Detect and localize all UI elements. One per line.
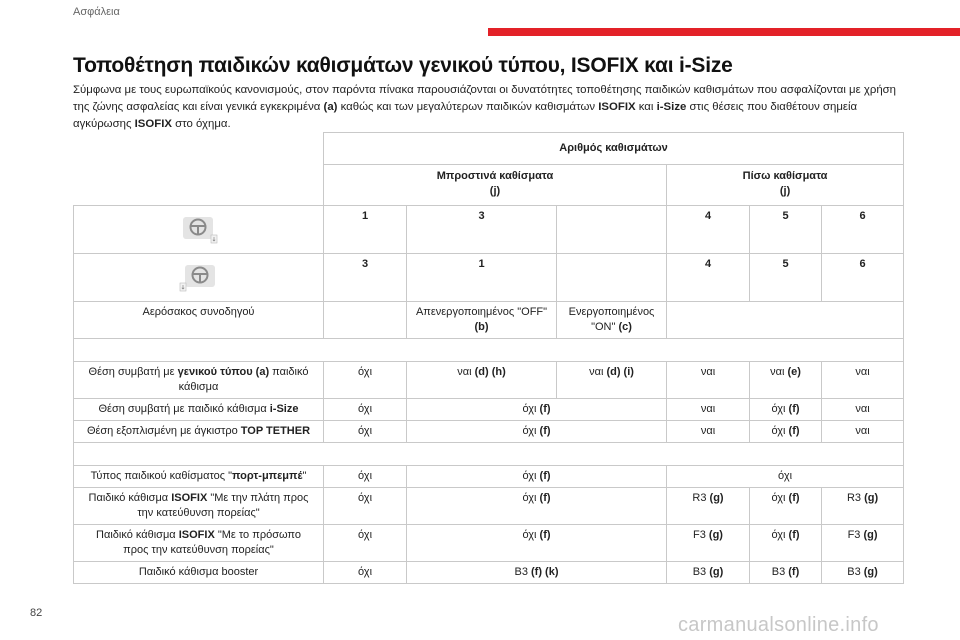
table-row-rear-facing	[74, 488, 904, 525]
table-cell: ναι (e)	[750, 362, 822, 399]
front-seats-header: Μπροστινά καθίσματα (j)	[324, 165, 667, 206]
table-cell: όχι (f)	[750, 399, 822, 421]
table-cell: 1	[324, 206, 407, 254]
table-cell: F3 (g)	[822, 525, 904, 562]
page-title: Τοποθέτηση παιδικών καθισμάτων γενικού τύπου, ISOFIX και i-Size	[73, 54, 733, 77]
table-cell: 3	[324, 254, 407, 302]
table-cell: ναι	[822, 362, 904, 399]
table-cell: 4	[667, 254, 750, 302]
table-cell: όχι (f)	[407, 421, 667, 443]
table-cell: όχι (f)	[407, 525, 667, 562]
table-cell: όχι (f)	[407, 399, 667, 421]
table-cell: F3 (g)	[667, 525, 750, 562]
child-seat-table	[73, 132, 904, 584]
seat-number-header: Αριθμός καθισμάτων	[324, 133, 904, 165]
table-cell: B3 (f) (k)	[407, 562, 667, 584]
table-header-row	[74, 133, 904, 165]
table-cell: ναι	[822, 399, 904, 421]
header-accent-bar	[488, 28, 960, 36]
table-cell: όχι (f)	[750, 421, 822, 443]
table-cell: όχι	[324, 466, 407, 488]
page-number: 82	[30, 607, 43, 619]
airbag-on-cell: Ενεργοποιημένος "ON" (c)	[557, 302, 667, 339]
table-cell: ναι	[667, 362, 750, 399]
lhd-cell	[74, 206, 324, 254]
table-row-tether	[74, 421, 904, 443]
table-row-rhd	[74, 254, 904, 302]
table-cell: R3 (g)	[822, 488, 904, 525]
table-row-universal	[74, 362, 904, 399]
forward-facing-label: Παιδικό κάθισμα ISOFIX "Με το πρόσωπο προς την κατεύθυνση πορείας"	[74, 525, 324, 562]
table-cell: όχι	[324, 399, 407, 421]
rear-facing-label: Παιδικό κάθισμα ISOFIX "Με την πλάτη προς την κατεύθυνση πορείας"	[74, 488, 324, 525]
table-cell: όχι (f)	[750, 488, 822, 525]
table-spacer-row	[74, 443, 904, 466]
isize-label: Θέση συμβατή με παιδικό κάθισμα i-Size	[74, 399, 324, 421]
table-cell: 5	[750, 206, 822, 254]
table-cell: όχι	[324, 488, 407, 525]
table-row-booster	[74, 562, 904, 584]
table-cell: όχι (f)	[407, 466, 667, 488]
rear-seats-header: Πίσω καθίσματα (j)	[667, 165, 904, 206]
table-cell: R3 (g)	[667, 488, 750, 525]
steering-wheel-left-icon	[179, 215, 219, 250]
table-cell: όχι	[324, 362, 407, 399]
table-cell: 3	[407, 206, 557, 254]
table-row-forward-facing	[74, 525, 904, 562]
tether-label: Θέση εξοπλισμένη με άγκιστρο TOP TETHER	[74, 421, 324, 443]
rhd-cell	[74, 254, 324, 302]
table-cell: όχι	[324, 525, 407, 562]
table-row-isize	[74, 399, 904, 421]
table-row-carrycot	[74, 466, 904, 488]
universal-label: Θέση συμβατή με γενικού τύπου (a) παιδικό κάθισμα	[74, 362, 324, 399]
table-cell: B3 (f)	[750, 562, 822, 584]
table-row-lhd	[74, 206, 904, 254]
airbag-label: Αερόσακος συνοδηγού	[74, 302, 324, 339]
table-cell: 6	[822, 254, 904, 302]
intro-paragraph: Σύμφωνα με τους ευρωπαϊκούς κανονισμούς, στον παρόντα πίνακα παρουσιάζονται οι δυνατότητες τοποθέτησης παιδικών καθισμάτων που ασφαλίζονται με χρήση της ζώνης ασφαλείας και είναι γενικά εγκεκριμένα (a) καθώς και των μεγαλύτερων παιδικών καθισμάτων ISOFIX και i-Size στις θέσεις που διαθέτουν σημεία αγκύρωσης ISOFIX στο όχημα.	[73, 84, 897, 130]
table-cell: 1	[407, 254, 557, 302]
table-cell: όχι (f)	[407, 488, 667, 525]
table-cell: 6	[822, 206, 904, 254]
table-cell: 4	[667, 206, 750, 254]
table-row-airbag	[74, 302, 904, 339]
section-label: Ασφάλεια	[73, 6, 120, 18]
table-spacer-row	[74, 339, 904, 362]
table-cell: όχι	[667, 466, 904, 488]
carrycot-label: Τύπος παιδικού καθίσματος "πορτ-μπεμπέ"	[74, 466, 324, 488]
table-cell: όχι (f)	[750, 525, 822, 562]
table-cell: ναι	[822, 421, 904, 443]
table-cell: B3 (g)	[822, 562, 904, 584]
table-subheader-row	[74, 165, 904, 206]
table-cell: ναι (d) (h)	[407, 362, 557, 399]
table-cell: 5	[750, 254, 822, 302]
table-cell: όχι	[324, 562, 407, 584]
table-cell: B3 (g)	[667, 562, 750, 584]
table-cell: όχι	[324, 421, 407, 443]
watermark: carmanualsonline.info	[678, 614, 879, 636]
table-cell: ναι	[667, 421, 750, 443]
table-cell: ναι (d) (i)	[557, 362, 667, 399]
table-cell: ναι	[667, 399, 750, 421]
steering-wheel-right-icon	[179, 263, 219, 298]
airbag-off-cell: Απενεργοποιημένος "OFF" (b)	[407, 302, 557, 339]
booster-label: Παιδικό κάθισμα booster	[74, 562, 324, 584]
